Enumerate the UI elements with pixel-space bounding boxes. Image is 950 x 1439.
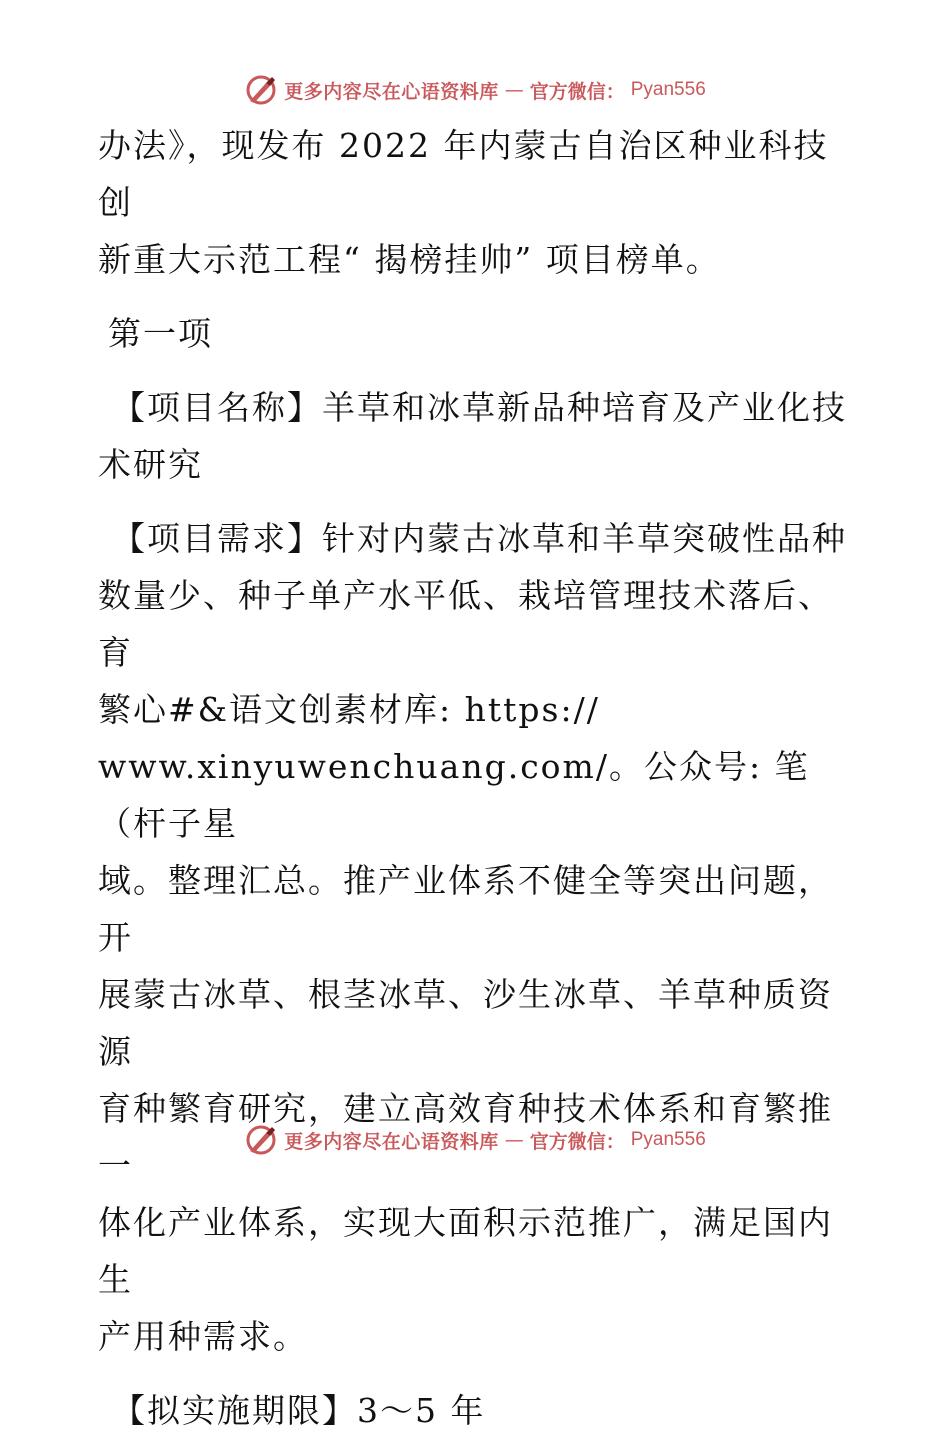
text-line: 育种繁育研究，建立高效育种技术体系和育繁推一 (98, 1089, 833, 1185)
paragraph-project-name (98, 379, 850, 493)
text-line: 数量少、种子单产水平低、栽培管理技术落后、育 (98, 576, 833, 672)
watermark-banner-bottom (0, 1120, 950, 1160)
text-line: 展蒙古冰草、根茎冰草、沙生冰草、羊草种质资源 (98, 975, 833, 1071)
document-body (98, 117, 850, 1439)
paragraph-item-heading (98, 305, 850, 362)
watermark-site-text: 更多内容尽在心语资料库 (284, 80, 499, 103)
paragraph-implementation-period (98, 1382, 850, 1439)
text-line: 体化产业体系，实现大面积示范推广，满足国内生 (98, 1203, 833, 1299)
text-line: 新重大示范工程“ 揭榜挂帅” 项目榜单。 (98, 240, 721, 279)
text-line: 【项目需求】针对内蒙古冰草和羊草突破性品种 (112, 519, 847, 558)
text-line: 域。整理汇总。推产业体系不健全等突出问题，开 (98, 861, 833, 957)
paragraph-announcement (98, 117, 850, 288)
text-line: 第一项 (108, 314, 213, 353)
watermark-wechat-label: 官方微信： (529, 80, 625, 103)
pen-logo-icon (244, 73, 278, 107)
text-line: www.xinyuwenchuang.com/。公众号: 笔（杆子星 (98, 747, 810, 843)
watermark-wechat-id: Pyan556 (630, 1129, 706, 1150)
text-line: 【项目名称】羊草和冰草新品种培育及产业化技 (112, 388, 847, 427)
watermark-wechat-id: Pyan556 (630, 79, 706, 100)
text-line: 术研究 (98, 445, 203, 484)
watermark-banner-top (0, 70, 950, 110)
pen-logo-icon (244, 1123, 278, 1157)
watermark-site-text: 更多内容尽在心语资料库 (284, 1130, 499, 1153)
watermark-wechat-label: 官方微信： (529, 1130, 625, 1153)
watermark-separator: — (504, 79, 524, 101)
paragraph-project-requirement (98, 510, 850, 1365)
text-line: 繁心#&语文创素材库: https:// (98, 690, 600, 729)
watermark-separator: — (504, 1129, 524, 1151)
text-line: 产用种需求。 (98, 1317, 308, 1356)
text-line: 【拟实施期限】3～5 年 (112, 1391, 486, 1430)
text-line: 办法》，现发布 2022 年内蒙古自治区种业科技创 (98, 126, 829, 222)
